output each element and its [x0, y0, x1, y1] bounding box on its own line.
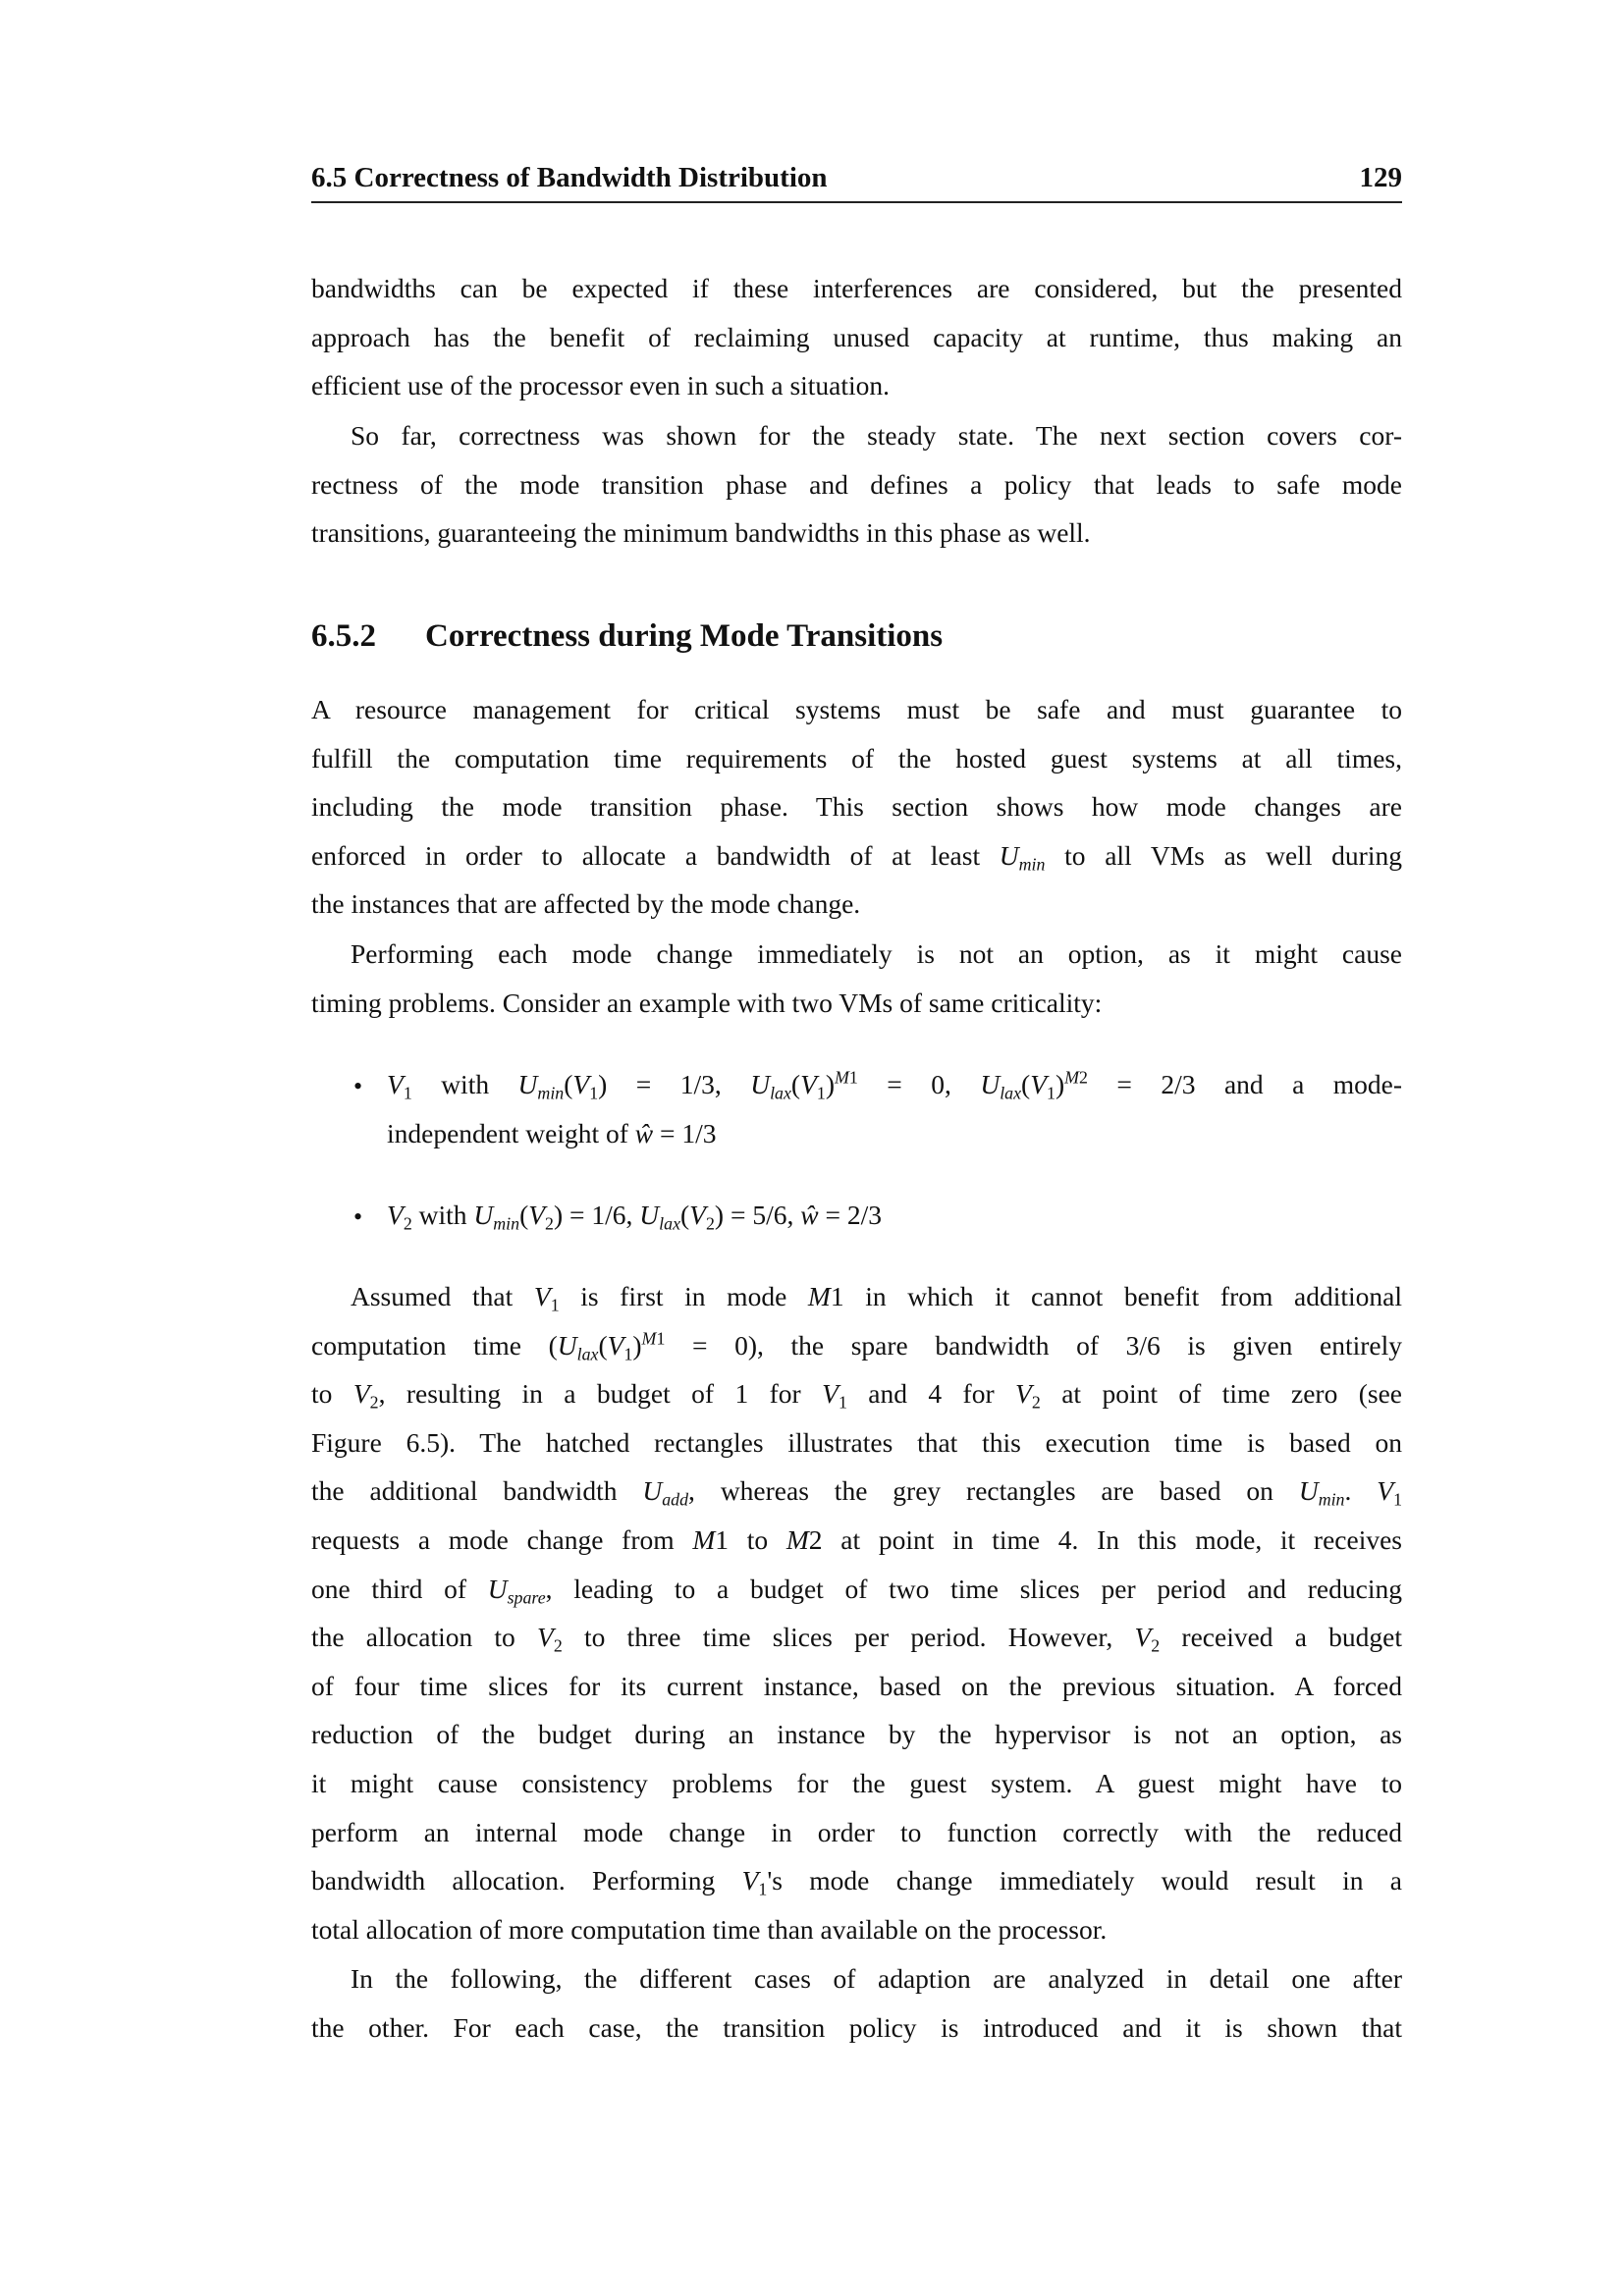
paragraph-line: one third of $U_{spare}$, leading to a budget of two time slices per period and reducing — [311, 1573, 1402, 1607]
paragraph-line: $V_1$ with $U_{min}(V_1) = 1/3$, $U_{lax}(V_1)^{M1} = 0$, $U_{lax}(V_1)^{M2} = 2/3$ and a mode- — [387, 1067, 1403, 1103]
paragraph-line: A resource management for critical systems must be safe and must guarantee to — [311, 694, 1402, 724]
paragraph-line: So far, correctness was shown for the steady state. The next section covers cor- — [351, 420, 1402, 451]
paragraph-line: including the mode transition phase. This section shows how mode changes are — [311, 791, 1402, 823]
paragraph-line: reduction of the budget during an instance by the hypervisor is not an option, as — [311, 1719, 1402, 1750]
running-header-section: 6.5 Correctness of Bandwidth Distribution — [311, 162, 828, 193]
paragraph-line: of four time slices for its current instance, based on the previous situation. A forced — [311, 1670, 1402, 1701]
paragraph-line: rectness of the mode transition phase and defines a policy that leads to safe mode — [311, 468, 1402, 500]
paragraph-line: enforced in order to allocate a bandwidth of at least $U_{min}$ to all VMs as well during — [311, 839, 1402, 875]
paragraph-line: $V_2$ with $U_{min}(V_2) = 1/6$, $U_{lax}(V_2) = 5/6$, ŵ = 2/3 — [387, 1200, 882, 1234]
paragraph-line: the additional bandwidth $U_{add}$, whereas the grey rectangles are based on $U_{min}$. $V_1$ — [311, 1475, 1403, 1510]
paragraph-line: perform an internal mode change in order to function correctly with the reduced — [311, 1816, 1402, 1847]
page-number: 129 — [1359, 162, 1402, 193]
paragraph-line: timing problems. Consider an example with two VMs of same criticality: — [311, 987, 1103, 1018]
bullet-icon: • — [353, 1202, 363, 1231]
paragraph-line: the other. For each case, the transition policy is introduced and it is shown that — [311, 2011, 1402, 2043]
paragraph-line: bandwidths can be expected if these interferences are considered, but the presented — [311, 273, 1402, 303]
section-heading: Correctness during Mode Transitions — [425, 618, 944, 654]
paragraph-line: transitions, guaranteeing the minimum bandwidths in this phase as well. — [311, 517, 1091, 549]
header-rule — [311, 201, 1402, 203]
paragraph-line: Performing each mode change immediately is not an option, as it might cause — [351, 938, 1402, 969]
paragraph-line: it might cause consistency problems for the guest system. A guest might have to — [311, 1768, 1402, 1798]
section-number: 6.5.2 — [311, 618, 376, 654]
paragraph-line: total allocation of more computation time than available on the processor. — [311, 1913, 1108, 1945]
bullet-icon: • — [353, 1072, 363, 1100]
paragraph-line: fulfill the computation time requirements of the hosted guest systems at all times, — [311, 742, 1402, 774]
paragraph-line: the instances that are affected by the mode change. — [311, 888, 861, 920]
paragraph-line: efficient use of the processor even in such a situation. — [311, 370, 891, 401]
paragraph-line: independent weight of ŵ = 1/3 — [387, 1117, 717, 1148]
paragraph-line: to $V_2$, resulting in a budget of 1 for $V_1$ and 4 for $V_2$ at point of time zero (see — [311, 1378, 1403, 1413]
paragraph-line: computation time $(U_{lax}(V_1)^{M1} = 0)$, the spare bandwidth of 3/6 is given entirely — [311, 1327, 1403, 1363]
paragraph-line: approach has the benefit of reclaiming unused capacity at runtime, thus making an — [311, 321, 1402, 352]
paragraph-line: requests a mode change from M1 to M2 at point in time 4. In this mode, it receives — [311, 1524, 1402, 1555]
paragraph-line: In the following, the different cases of adaption are analyzed in detail one after — [351, 1963, 1402, 1994]
paragraph-line: Assumed that $V_1$ is first in mode M1 in which it cannot benefit from additional — [351, 1281, 1402, 1315]
paragraph-line: Figure 6.5). The hatched rectangles illustrates that this execution time is based on — [311, 1426, 1402, 1458]
paragraph-line: the allocation to $V_2$ to three time slices per period. However, $V_2$ received a budget — [311, 1622, 1402, 1656]
paragraph-line: bandwidth allocation. Performing $V_1's$ mode change immediately would result in a — [311, 1865, 1402, 1899]
